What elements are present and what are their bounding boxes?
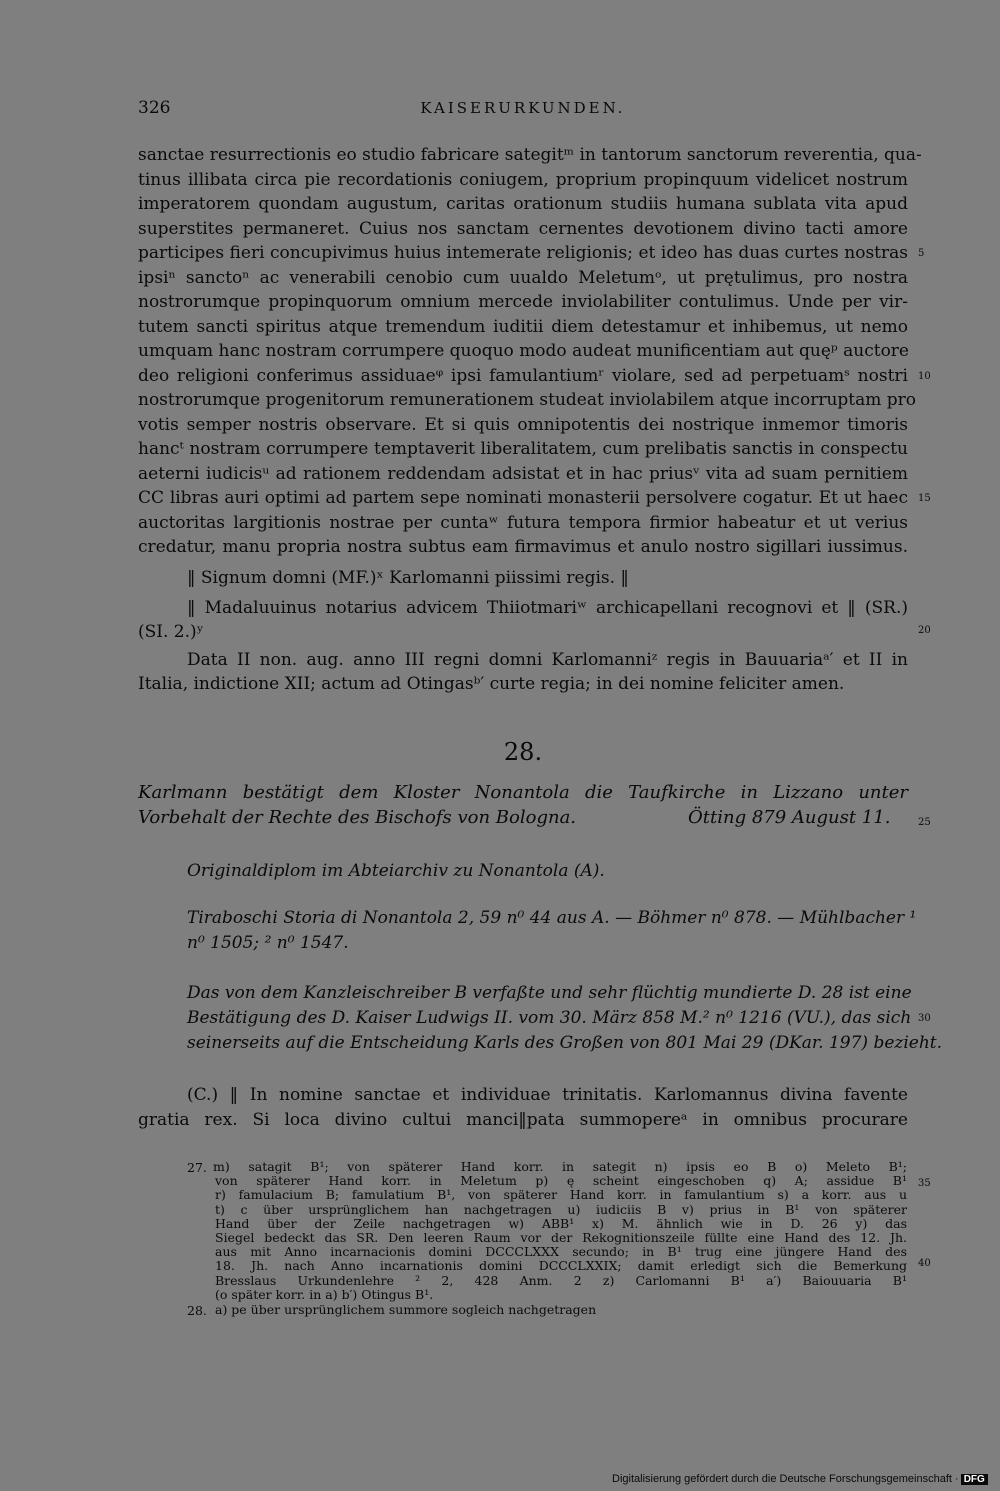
text-line: votis semper nostris observare. Et si quis omnipotentis dei nostrique inmemor timoris xyxy=(138,414,908,435)
charter-text: (C.) ‖ In nomine sanctae et individuae trinitatis. Karlomannus divina favente xyxy=(187,1085,908,1105)
footnote-label: 28. xyxy=(187,1303,207,1318)
footnote-line: Hand über der Zeile nachgetragen w) ABB¹ x) M. ähnlich wie in D. 26 y) das xyxy=(215,1215,907,1231)
regest-title-cont: Vorbehalt der Rechte des Bischofs von Bologna. xyxy=(138,807,577,828)
text-line: credatur, manu propria nostra subtus eam firmavimus et anulo nostro sigillari iussimus. xyxy=(138,537,908,557)
text-line: sanctae resurrectionis eo studio fabricare sategitᵐ in tantorum sanctorum reverentia, qua- xyxy=(138,145,922,165)
literature-line: Tiraboschi Storia di Nonantola 2, 59 n⁰ 44 aus A. — Böhmer n⁰ 878. — Mühlbacher ¹ xyxy=(187,908,917,928)
footnote-line: r) famulacium B; famulatium B¹, von späterer Hand korr. in famulantium s) a korr. aus u xyxy=(215,1187,907,1203)
signum-line: ‖ Signum domni (MF.)ˣ Karlomanni piissimi regis. ‖ xyxy=(187,568,629,588)
text-line: nostrorumque propinquorum omnium mercede inviolabiliter contulimus. Unde per vir- xyxy=(138,292,908,312)
text-line: umquam hanc nostram corrumpere quoquo modo audeat munificentiam aut quęᵖ auctore xyxy=(138,341,909,361)
document-number: 28. xyxy=(503,738,543,766)
source-note: Originaldiplom im Abteiarchiv zu Nonantola (A). xyxy=(187,861,605,881)
footnote-line: a) pe über ursprünglichem summore sogleich nachgetragen xyxy=(215,1302,597,1317)
text-line: hancᵗ nostram corrumpere temptaverit liberalitatem, cum prelibatis sanctis in conspectu xyxy=(138,439,908,459)
regest-title: Karlmann bestätigt dem Kloster Nonantola die Taufkirche in Lizzano unter xyxy=(138,782,908,803)
dating-line-cont: Italia, indictione XII; actum ad Otingasᵇ′ curte regia; in dei nomine feliciter amen. xyxy=(138,674,845,694)
preliminary-note: Bestätigung des D. Kaiser Ludwigs II. vom 30. März 858 M.² n⁰ 1216 (VU.), das sich xyxy=(187,1008,912,1028)
footnote-line: m) satagit B¹; von späterer Hand korr. in sategit n) ipsis eo B o) Meleto B¹; xyxy=(213,1159,907,1174)
digitization-credit xyxy=(612,1473,988,1485)
text-line: auctoritas largitionis nostrae per cuntaʷ futura tempora firmior habeatur et ut verius xyxy=(138,512,908,533)
charter-text: gratia rex. Si loca divino cultui manci‖pata summopereᵃ in omnibus procurare xyxy=(138,1110,908,1130)
line-number: 15 xyxy=(918,493,931,504)
footnote-line: Bresslaus Urkundenlehre ² 2, 428 Anm. 2 z) Carlomanni B¹ a′) Baiouuaria B¹ xyxy=(215,1272,907,1288)
text-line: nostrorumque progenitorum remunerationem studeat inviolabilem atque incorruptam pro xyxy=(138,390,917,410)
line-number: 10 xyxy=(918,371,931,382)
page-number: 326 xyxy=(138,98,171,118)
text-line: imperatorem quondam augustum, caritas orationum studiis humana sublata vita apud xyxy=(138,194,908,214)
text-line: CC libras auri optimi ad partem sepe nominati monasterii persolvere cogatur. Et ut haec xyxy=(138,488,908,508)
footnote-line: aus mit Anno incarnacionis domini DCCCLXXX secundo; in B¹ trug eine jüngere Hand des xyxy=(215,1244,907,1260)
text-line: participes fieri concupivimus huius intemerate religionis; et ideo has duas curtes nostras xyxy=(138,243,908,263)
preliminary-note: Das von dem Kanzleischreiber B verfaßte und sehr flüchtig mundierte D. 28 ist eine xyxy=(187,983,912,1003)
preliminary-note: seinerseits auf die Entscheidung Karls des Großen von 801 Mai 29 (DKar. 197) bezieht. xyxy=(187,1033,943,1053)
literature-line-cont: n⁰ 1505; ² n⁰ 1547. xyxy=(187,933,349,953)
text-line: tutem sancti spiritus atque tremendum iuditii diem detestamur et inhibemus, ut nemo xyxy=(138,316,908,337)
line-number: 5 xyxy=(918,248,925,259)
recognition-line-cont: (SI. 2.)ʸ xyxy=(138,622,204,642)
footnote-line: von späterer Hand korr. in Meletum p) ę scheint eingeschoben q) A; assidue B¹ xyxy=(215,1173,907,1189)
footnote-line: (o später korr. in a) b′) Otingus B¹. xyxy=(215,1286,434,1302)
footnote-line: 18. Jh. nach Anno incarnationis domini DCCCLXXIX; damit erledigt sich die Bemerkung xyxy=(215,1258,907,1274)
footnote-line: t) c über ursprünglichem han nachgetragen u) iudiciis B v) prius in B¹ von späterer xyxy=(215,1201,907,1217)
line-number: 35 xyxy=(918,1178,931,1189)
running-title: KAISERURKUNDEN. xyxy=(420,99,626,117)
text-line: ipsiⁿ sanctoⁿ ac venerabili cenobio cum uualdo Meletumᵒ, ut prętulimus, pro nostra xyxy=(138,267,908,288)
dfg-logo: DFG xyxy=(961,1474,988,1485)
recognition-line: ‖ Madaluuinus notarius advicem Thiiotmariʷ archicapellani recognovi et ‖ (SR.) xyxy=(187,598,908,618)
line-number: 40 xyxy=(918,1258,931,1269)
dating-line: Data II non. aug. anno III regni domni Karlomanniᶻ regis in Bauuariaᵃ′ et II in xyxy=(187,650,908,670)
text-line: deo religioni conferimus assiduaeᵠ ipsi famulantiumʳ violare, sed ad perpetuamˢ nostri xyxy=(138,365,908,386)
line-number: 25 xyxy=(918,817,931,828)
credit-text: Digitalisierung gefördert durch die Deutsche Forschungsgemeinschaft · xyxy=(612,1473,959,1485)
page-header xyxy=(138,98,908,122)
text-line: aeterni iudicisᵘ ad rationem reddendam adsistat et in hac priusᵛ vita ad suam pernitiem xyxy=(138,463,908,484)
line-number: 30 xyxy=(918,1013,931,1024)
regest-date: Ötting 879 August 11. xyxy=(688,807,891,828)
footnote-line: Siegel bedeckt das SR. Den leeren Raum vor der Rekognitionszeile füllte eine Hand des 12. Jh. xyxy=(215,1230,907,1245)
line-number: 20 xyxy=(918,625,931,636)
text-line: tinus illibata circa pie recordationis coniugem, proprium propinquum videlicet nostrum xyxy=(138,169,908,190)
footnote-label: 27. xyxy=(187,1160,207,1175)
text-line: superstites permaneret. Cuius nos sanctam cernentes devotionem divino tacti amore xyxy=(138,218,908,239)
